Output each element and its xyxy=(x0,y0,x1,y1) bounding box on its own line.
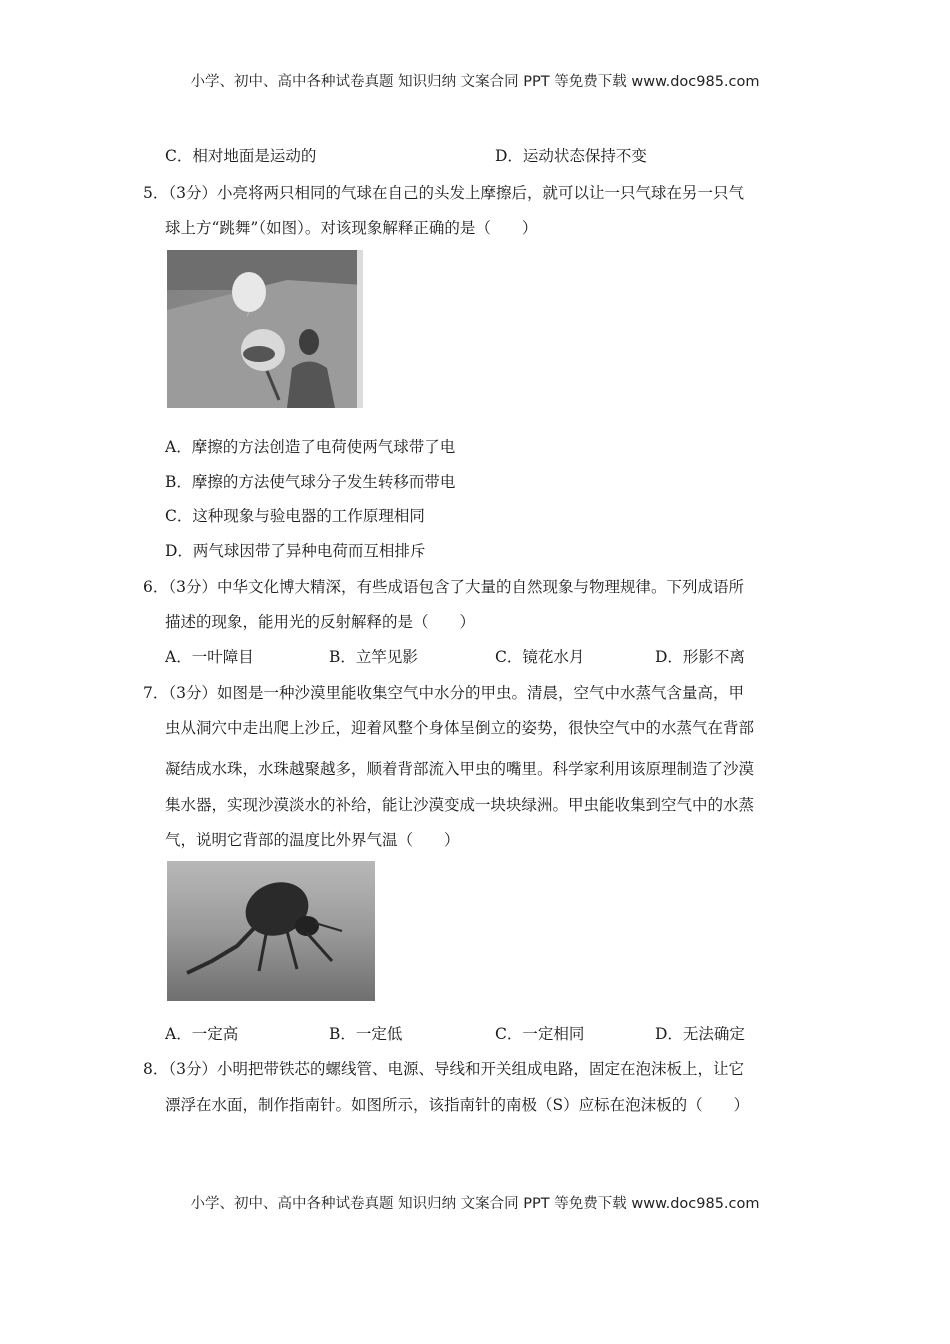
q5-option-b: B．摩擦的方法使气球分子发生转移而带电 xyxy=(165,473,456,491)
q7-stem-line5: 气，说明它背部的温度比外界气温（ ） xyxy=(165,831,460,849)
balloon-photo xyxy=(167,250,363,408)
q8-stem-line1: 8．（3分）小明把带铁芯的螺线管、电源、导线和开关组成电路，固定在泡沫板上，让它 xyxy=(143,1060,744,1078)
page-header: 小学、初中、高中各种试卷真题 知识归纳 文案合同 PPT 等免费下载 www.doc985.com xyxy=(190,74,760,90)
q5-stem-line1: 5．（3分）小亮将两只相同的气球在自己的头发上摩擦后，就可以让一只气球在另一只气 xyxy=(143,184,744,202)
q6-option-a: A．一叶障目 xyxy=(165,648,254,666)
q4-option-d: D．运动状态保持不变 xyxy=(495,147,647,165)
q5-option-c: C．这种现象与验电器的工作原理相同 xyxy=(165,507,425,525)
q6-option-b: B．立竿见影 xyxy=(329,648,418,666)
page-footer: 小学、初中、高中各种试卷真题 知识归纳 文案合同 PPT 等免费下载 www.doc985.com xyxy=(190,1196,760,1212)
q6-stem-line2: 描述的现象，能用光的反射解释的是（ ） xyxy=(165,613,476,631)
q6-option-d: D．形影不离 xyxy=(655,648,745,666)
q6-stem-line1: 6．（3分）中华文化博大精深，有些成语包含了大量的自然现象与物理规律。下列成语所 xyxy=(143,578,744,596)
q5-stem-line2: 球上方“跳舞”（如图）。对该现象解释正确的是（ ） xyxy=(165,219,538,237)
q8-stem-line2: 漂浮在水面，制作指南针。如图所示，该指南针的南极（S）应标在泡沫板的（ ） xyxy=(165,1096,750,1114)
q7-option-b: B．一定低 xyxy=(329,1025,403,1043)
q7-option-d: D．无法确定 xyxy=(655,1025,745,1043)
balloon-image xyxy=(167,250,363,408)
q5-option-d: D．两气球因带了异种电荷而互相排斥 xyxy=(165,542,426,560)
q7-option-a: A．一定高 xyxy=(165,1025,239,1043)
beetle-photo xyxy=(167,861,375,1001)
q7-stem-line3: 凝结成水珠，水珠越聚越多，顺着背部流入甲虫的嘴里。科学家利用该原理制造了沙漠 xyxy=(165,760,755,778)
q7-stem-line4: 集水器，实现沙漠淡水的补给，能让沙漠变成一块块绿洲。甲虫能收集到空气中的水蒸 xyxy=(165,796,755,814)
q7-stem-line1: 7．（3分）如图是一种沙漠里能收集空气中水分的甲虫。清晨，空气中水蒸气含量高，甲 xyxy=(143,684,744,702)
q7-stem-line2: 虫从洞穴中走出爬上沙丘，迎着风整个身体呈倒立的姿势，很快空气中的水蒸气在背部 xyxy=(165,719,755,737)
q6-option-c: C．镜花水月 xyxy=(495,648,585,666)
q5-option-a: A．摩擦的方法创造了电荷使两气球带了电 xyxy=(165,438,456,456)
q7-option-c: C．一定相同 xyxy=(495,1025,585,1043)
beetle-image xyxy=(167,861,375,1001)
q4-option-c: C．相对地面是运动的 xyxy=(165,147,317,165)
